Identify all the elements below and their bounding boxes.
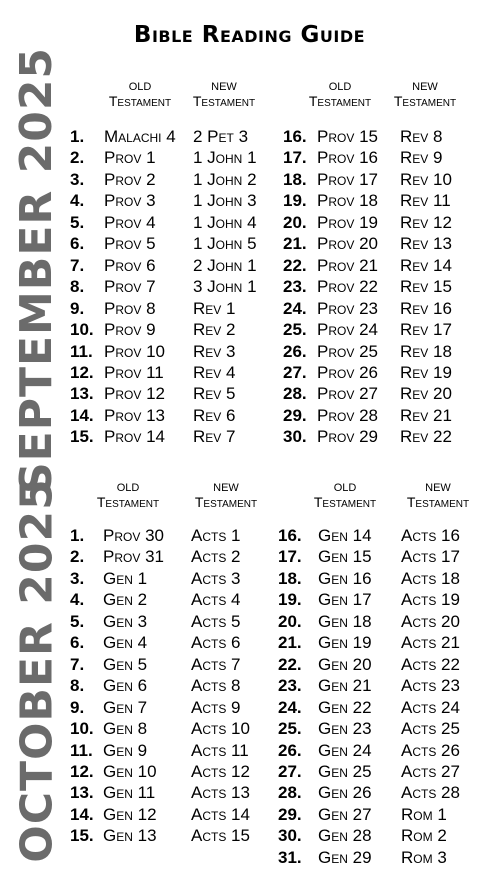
reading-row bbox=[70, 611, 271, 632]
old-testament-reading: Gen 22 bbox=[318, 697, 372, 717]
new-testament-reading: Acts 28 bbox=[401, 783, 460, 803]
new-testament-reading: Rev 19 bbox=[400, 362, 452, 382]
old-testament-reading: Prov 27 bbox=[317, 384, 378, 404]
new-testament-reading: Acts 21 bbox=[401, 633, 460, 653]
reading-row bbox=[70, 362, 273, 383]
reading-row bbox=[283, 169, 480, 190]
month-label-september bbox=[0, 46, 74, 494]
day-number: 2. bbox=[70, 547, 85, 567]
new-testament-reading: 2 Pet 3 bbox=[193, 127, 249, 146]
new-testament-reading: 1 John 3 bbox=[193, 191, 257, 211]
reading-row bbox=[278, 525, 481, 546]
old-testament-reading: Malachi 4 bbox=[104, 127, 176, 146]
day-number: 22. bbox=[283, 255, 307, 275]
day-number: 31. bbox=[278, 847, 302, 867]
old-testament-header: OLD Testament bbox=[108, 81, 172, 109]
new-testament-reading: Acts 13 bbox=[191, 783, 250, 803]
reading-row bbox=[70, 341, 273, 362]
new-testament-reading: Rev 22 bbox=[400, 427, 452, 447]
old-testament-reading: Gen 20 bbox=[318, 654, 372, 674]
new-testament-reading: Rev 11 bbox=[400, 191, 451, 211]
day-number: 10. bbox=[70, 719, 94, 739]
reading-row bbox=[70, 718, 271, 739]
old-testament-reading: Gen 3 bbox=[103, 611, 148, 631]
reading-row bbox=[70, 525, 271, 546]
new-testament-reading: Rev 4 bbox=[193, 362, 236, 382]
old-testament-reading: Prov 12 bbox=[104, 384, 165, 404]
old-testament-reading: Gen 24 bbox=[318, 740, 372, 760]
reading-row bbox=[70, 825, 271, 846]
day-number: 1. bbox=[70, 526, 85, 545]
reading-row bbox=[70, 169, 273, 190]
reading-row bbox=[283, 426, 480, 447]
new-testament-reading: Acts 14 bbox=[191, 804, 250, 824]
new-testament-reading: Rev 10 bbox=[400, 169, 452, 189]
new-testament-reading: Rev 15 bbox=[400, 277, 452, 297]
day-number: 7. bbox=[70, 654, 85, 674]
reading-row bbox=[70, 255, 273, 276]
old-testament-reading: Gen 9 bbox=[103, 740, 148, 760]
reading-row bbox=[278, 589, 481, 610]
new-testament-reading: Acts 15 bbox=[191, 826, 250, 846]
day-number: 6. bbox=[70, 234, 85, 254]
old-testament-reading: Gen 25 bbox=[318, 761, 372, 781]
new-testament-reading: Acts 25 bbox=[401, 719, 460, 739]
new-testament-reading: 1 John 5 bbox=[193, 234, 257, 254]
new-testament-reading: Acts 20 bbox=[401, 611, 460, 631]
old-testament-reading: Gen 2 bbox=[103, 590, 148, 610]
new-testament-reading: Rev 1 bbox=[193, 298, 236, 318]
new-testament-reading: 1 John 4 bbox=[193, 212, 257, 232]
new-testament-reading: Rev 9 bbox=[400, 148, 443, 168]
old-testament-reading: Prov 7 bbox=[104, 277, 156, 297]
old-testament-reading: Prov 1 bbox=[104, 148, 156, 168]
old-testament-reading: Prov 26 bbox=[317, 362, 378, 382]
day-number: 29. bbox=[278, 804, 302, 824]
day-number: 11. bbox=[70, 341, 93, 361]
old-testament-reading: Gen 16 bbox=[318, 568, 372, 588]
new-testament-reading: 1 John 1 bbox=[193, 148, 257, 168]
new-testament-reading: Rom 1 bbox=[401, 804, 447, 824]
new-testament-reading: Acts 17 bbox=[401, 547, 460, 567]
reading-row bbox=[70, 212, 273, 233]
day-number: 18. bbox=[283, 169, 307, 189]
old-testament-reading: Gen 4 bbox=[103, 633, 148, 653]
old-testament-reading: Prov 10 bbox=[104, 341, 165, 361]
day-number: 26. bbox=[283, 341, 307, 361]
day-number: 27. bbox=[283, 362, 307, 382]
old-testament-reading: Gen 8 bbox=[103, 719, 148, 739]
day-number: 4. bbox=[70, 191, 85, 211]
reading-row bbox=[70, 697, 271, 718]
old-testament-reading: Gen 19 bbox=[318, 633, 372, 653]
reading-row bbox=[70, 632, 271, 653]
new-testament-reading: Rev 2 bbox=[193, 320, 236, 340]
old-testament-reading: Prov 20 bbox=[317, 234, 378, 254]
new-testament-reading: Rom 3 bbox=[401, 847, 447, 867]
new-testament-reading: Acts 23 bbox=[401, 676, 460, 696]
old-testament-reading: Gen 18 bbox=[318, 611, 372, 631]
reading-row bbox=[70, 654, 271, 675]
day-number: 30. bbox=[283, 427, 307, 447]
reading-row bbox=[278, 761, 481, 782]
reading-row bbox=[278, 568, 481, 589]
old-testament-reading: Prov 29 bbox=[317, 427, 378, 447]
new-testament-reading: 2 John 1 bbox=[193, 255, 257, 275]
old-testament-reading: Prov 18 bbox=[317, 191, 378, 211]
old-testament-reading: Gen 14 bbox=[318, 526, 372, 545]
day-number: 21. bbox=[278, 633, 302, 653]
old-testament-reading: Prov 4 bbox=[104, 212, 156, 232]
day-number: 20. bbox=[283, 212, 307, 232]
new-testament-reading: Acts 26 bbox=[401, 740, 460, 760]
old-testament-reading: Gen 15 bbox=[318, 547, 372, 567]
reading-row bbox=[70, 740, 271, 761]
old-testament-reading: Prov 15 bbox=[317, 127, 378, 146]
old-testament-reading: Gen 7 bbox=[103, 697, 148, 717]
reading-row bbox=[278, 546, 481, 567]
old-testament-reading: Prov 22 bbox=[317, 277, 378, 297]
reading-row bbox=[283, 405, 480, 426]
reading-row bbox=[70, 147, 273, 168]
reading-row bbox=[283, 233, 480, 254]
day-number: 10. bbox=[70, 320, 94, 340]
old-testament-reading: Prov 25 bbox=[317, 341, 378, 361]
new-testament-reading: Rev 7 bbox=[193, 427, 236, 447]
reading-row bbox=[70, 761, 271, 782]
day-number: 21. bbox=[283, 234, 307, 254]
reading-row bbox=[70, 383, 273, 404]
new-testament-reading: 3 John 1 bbox=[193, 277, 257, 297]
day-number: 17. bbox=[283, 148, 307, 168]
day-number: 13. bbox=[70, 783, 94, 803]
new-testament-reading: Acts 11 bbox=[191, 740, 249, 760]
new-testament-reading: Acts 27 bbox=[401, 761, 460, 781]
old-testament-reading: Gen 1 bbox=[103, 568, 148, 588]
new-testament-reading: Rev 3 bbox=[193, 341, 236, 361]
new-testament-reading: Acts 16 bbox=[401, 526, 460, 545]
reading-row bbox=[70, 298, 273, 319]
old-testament-reading: Prov 23 bbox=[317, 298, 378, 318]
new-testament-reading: Rev 17 bbox=[400, 320, 452, 340]
day-number: 19. bbox=[278, 590, 302, 610]
new-testament-reading: Rev 16 bbox=[400, 298, 452, 318]
reading-row bbox=[283, 341, 480, 362]
old-testament-reading: Gen 11 bbox=[103, 783, 156, 803]
month-label-text: SEPTEMBER 2025 bbox=[11, 46, 63, 494]
day-number: 22. bbox=[278, 654, 302, 674]
new-testament-reading: Rev 6 bbox=[193, 405, 236, 425]
new-testament-reading: Acts 6 bbox=[191, 633, 241, 653]
reading-row bbox=[283, 255, 480, 276]
day-number: 14. bbox=[70, 804, 94, 824]
old-testament-header: OLD Testament bbox=[96, 482, 160, 510]
new-testament-reading: Acts 3 bbox=[191, 568, 241, 588]
old-testament-reading: Prov 9 bbox=[104, 320, 156, 340]
old-testament-reading: Gen 13 bbox=[103, 826, 157, 846]
day-number: 14. bbox=[70, 405, 94, 425]
reading-row bbox=[70, 276, 273, 297]
day-number: 24. bbox=[283, 298, 307, 318]
day-number: 9. bbox=[70, 298, 85, 318]
reading-row bbox=[278, 611, 481, 632]
day-number: 27. bbox=[278, 761, 302, 781]
old-testament-reading: Gen 26 bbox=[318, 783, 372, 803]
old-testament-reading: Prov 21 bbox=[317, 255, 378, 275]
old-testament-reading: Prov 8 bbox=[104, 298, 156, 318]
new-testament-header: NEW Testament bbox=[393, 81, 457, 109]
old-testament-reading: Gen 17 bbox=[318, 590, 372, 610]
new-testament-reading: Rev 18 bbox=[400, 341, 452, 361]
day-number: 24. bbox=[278, 697, 302, 717]
new-testament-reading: Acts 1 bbox=[191, 526, 241, 545]
new-testament-reading: Acts 22 bbox=[401, 654, 460, 674]
old-testament-header: OLD Testament bbox=[308, 81, 372, 109]
reading-row bbox=[283, 276, 480, 297]
day-number: 8. bbox=[70, 676, 85, 696]
day-number: 2. bbox=[70, 148, 85, 168]
new-testament-reading: 1 John 2 bbox=[193, 169, 257, 189]
old-testament-reading: Gen 27 bbox=[318, 804, 372, 824]
old-testament-reading: Prov 3 bbox=[104, 191, 156, 211]
reading-row bbox=[283, 383, 480, 404]
new-testament-header: NEW Testament bbox=[194, 482, 258, 510]
old-testament-reading: Prov 2 bbox=[104, 169, 156, 189]
new-testament-reading: Rev 21 bbox=[400, 405, 452, 425]
reading-row bbox=[278, 740, 481, 761]
old-testament-reading: Gen 12 bbox=[103, 804, 157, 824]
new-testament-reading: Rev 13 bbox=[400, 234, 452, 254]
old-testament-reading: Prov 24 bbox=[317, 320, 378, 340]
reading-row bbox=[278, 697, 481, 718]
old-testament-reading: Prov 13 bbox=[104, 405, 165, 425]
day-number: 26. bbox=[278, 740, 302, 760]
reading-row bbox=[278, 632, 481, 653]
reading-row bbox=[283, 362, 480, 383]
day-number: 5. bbox=[70, 611, 85, 631]
day-number: 8. bbox=[70, 277, 85, 297]
new-testament-header: NEW Testament bbox=[192, 81, 256, 109]
day-number: 16. bbox=[278, 526, 302, 545]
new-testament-reading: Acts 9 bbox=[191, 697, 241, 717]
day-number: 28. bbox=[278, 783, 302, 803]
reading-row bbox=[278, 825, 481, 846]
old-testament-reading: Gen 10 bbox=[103, 761, 157, 781]
month-label-october bbox=[0, 477, 74, 863]
reading-row bbox=[70, 190, 273, 211]
reading-row bbox=[283, 190, 480, 211]
day-number: 23. bbox=[278, 676, 302, 696]
old-testament-reading: Prov 5 bbox=[104, 234, 156, 254]
day-number: 4. bbox=[70, 590, 85, 610]
day-number: 1. bbox=[70, 127, 85, 146]
new-testament-reading: Rev 12 bbox=[400, 212, 452, 232]
old-testament-reading: Prov 19 bbox=[317, 212, 378, 232]
day-number: 5. bbox=[70, 212, 85, 232]
old-testament-reading: Gen 23 bbox=[318, 719, 372, 739]
day-number: 30. bbox=[278, 826, 302, 846]
reading-row bbox=[70, 804, 271, 825]
day-number: 11. bbox=[70, 740, 93, 760]
old-testament-reading: Gen 5 bbox=[103, 654, 148, 674]
day-number: 3. bbox=[70, 568, 85, 588]
reading-row bbox=[70, 319, 273, 340]
new-testament-header: NEW Testament bbox=[406, 482, 470, 510]
reading-row bbox=[70, 675, 271, 696]
new-testament-reading: Rom 2 bbox=[401, 826, 447, 846]
day-number: 12. bbox=[70, 761, 94, 781]
day-number: 7. bbox=[70, 255, 85, 275]
new-testament-reading: Acts 5 bbox=[191, 611, 241, 631]
reading-row bbox=[70, 546, 271, 567]
reading-row bbox=[70, 782, 271, 803]
reading-row bbox=[70, 426, 273, 447]
day-number: 12. bbox=[70, 362, 94, 382]
old-testament-reading: Prov 14 bbox=[104, 427, 165, 447]
new-testament-reading: Acts 4 bbox=[191, 590, 241, 610]
reading-row bbox=[70, 233, 273, 254]
reading-row bbox=[278, 847, 481, 868]
old-testament-reading: Prov 30 bbox=[103, 526, 164, 545]
new-testament-reading: Rev 20 bbox=[400, 384, 452, 404]
month-label-text: OCTOBER 2025 bbox=[11, 477, 63, 863]
reading-row bbox=[283, 298, 480, 319]
reading-row bbox=[278, 804, 481, 825]
new-testament-reading: Acts 2 bbox=[191, 547, 241, 567]
reading-row bbox=[283, 212, 480, 233]
reading-row bbox=[70, 589, 271, 610]
new-testament-reading: Rev 5 bbox=[193, 384, 236, 404]
reading-row bbox=[70, 568, 271, 589]
new-testament-reading: Acts 8 bbox=[191, 676, 241, 696]
day-number: 9. bbox=[70, 697, 85, 717]
reading-row bbox=[278, 718, 481, 739]
old-testament-reading: Gen 29 bbox=[318, 847, 372, 867]
new-testament-reading: Rev 8 bbox=[400, 127, 443, 146]
day-number: 25. bbox=[283, 320, 307, 340]
day-number: 28. bbox=[283, 384, 307, 404]
old-testament-header: OLD Testament bbox=[313, 482, 377, 510]
reading-row bbox=[278, 782, 481, 803]
new-testament-reading: Acts 24 bbox=[401, 697, 460, 717]
new-testament-reading: Acts 19 bbox=[401, 590, 460, 610]
day-number: 20. bbox=[278, 611, 302, 631]
old-testament-reading: Prov 16 bbox=[317, 148, 378, 168]
old-testament-reading: Prov 31 bbox=[103, 547, 164, 567]
day-number: 23. bbox=[283, 277, 307, 297]
page-title: Bible Reading Guide bbox=[133, 22, 366, 48]
reading-row bbox=[283, 147, 480, 168]
new-testament-reading: Acts 10 bbox=[191, 719, 250, 739]
old-testament-reading: Prov 28 bbox=[317, 405, 378, 425]
reading-row bbox=[70, 126, 273, 147]
day-number: 16. bbox=[283, 127, 307, 146]
day-number: 15. bbox=[70, 427, 94, 447]
old-testament-reading: Prov 17 bbox=[317, 169, 378, 189]
reading-row bbox=[283, 126, 480, 147]
day-number: 6. bbox=[70, 633, 85, 653]
reading-row bbox=[278, 654, 481, 675]
reading-row bbox=[278, 675, 481, 696]
old-testament-reading: Prov 6 bbox=[104, 255, 156, 275]
day-number: 17. bbox=[278, 547, 302, 567]
day-number: 13. bbox=[70, 384, 94, 404]
reading-row bbox=[283, 319, 480, 340]
day-number: 29. bbox=[283, 405, 307, 425]
new-testament-reading: Acts 12 bbox=[191, 761, 250, 781]
old-testament-reading: Prov 11 bbox=[104, 362, 164, 382]
new-testament-reading: Acts 7 bbox=[191, 654, 241, 674]
reading-row bbox=[70, 405, 273, 426]
old-testament-reading: Gen 6 bbox=[103, 676, 148, 696]
new-testament-reading: Rev 14 bbox=[400, 255, 452, 275]
day-number: 18. bbox=[278, 568, 302, 588]
day-number: 19. bbox=[283, 191, 307, 211]
day-number: 3. bbox=[70, 169, 85, 189]
day-number: 25. bbox=[278, 719, 302, 739]
new-testament-reading: Acts 18 bbox=[401, 568, 460, 588]
old-testament-reading: Gen 21 bbox=[318, 676, 372, 696]
old-testament-reading: Gen 28 bbox=[318, 826, 372, 846]
day-number: 15. bbox=[70, 826, 94, 846]
